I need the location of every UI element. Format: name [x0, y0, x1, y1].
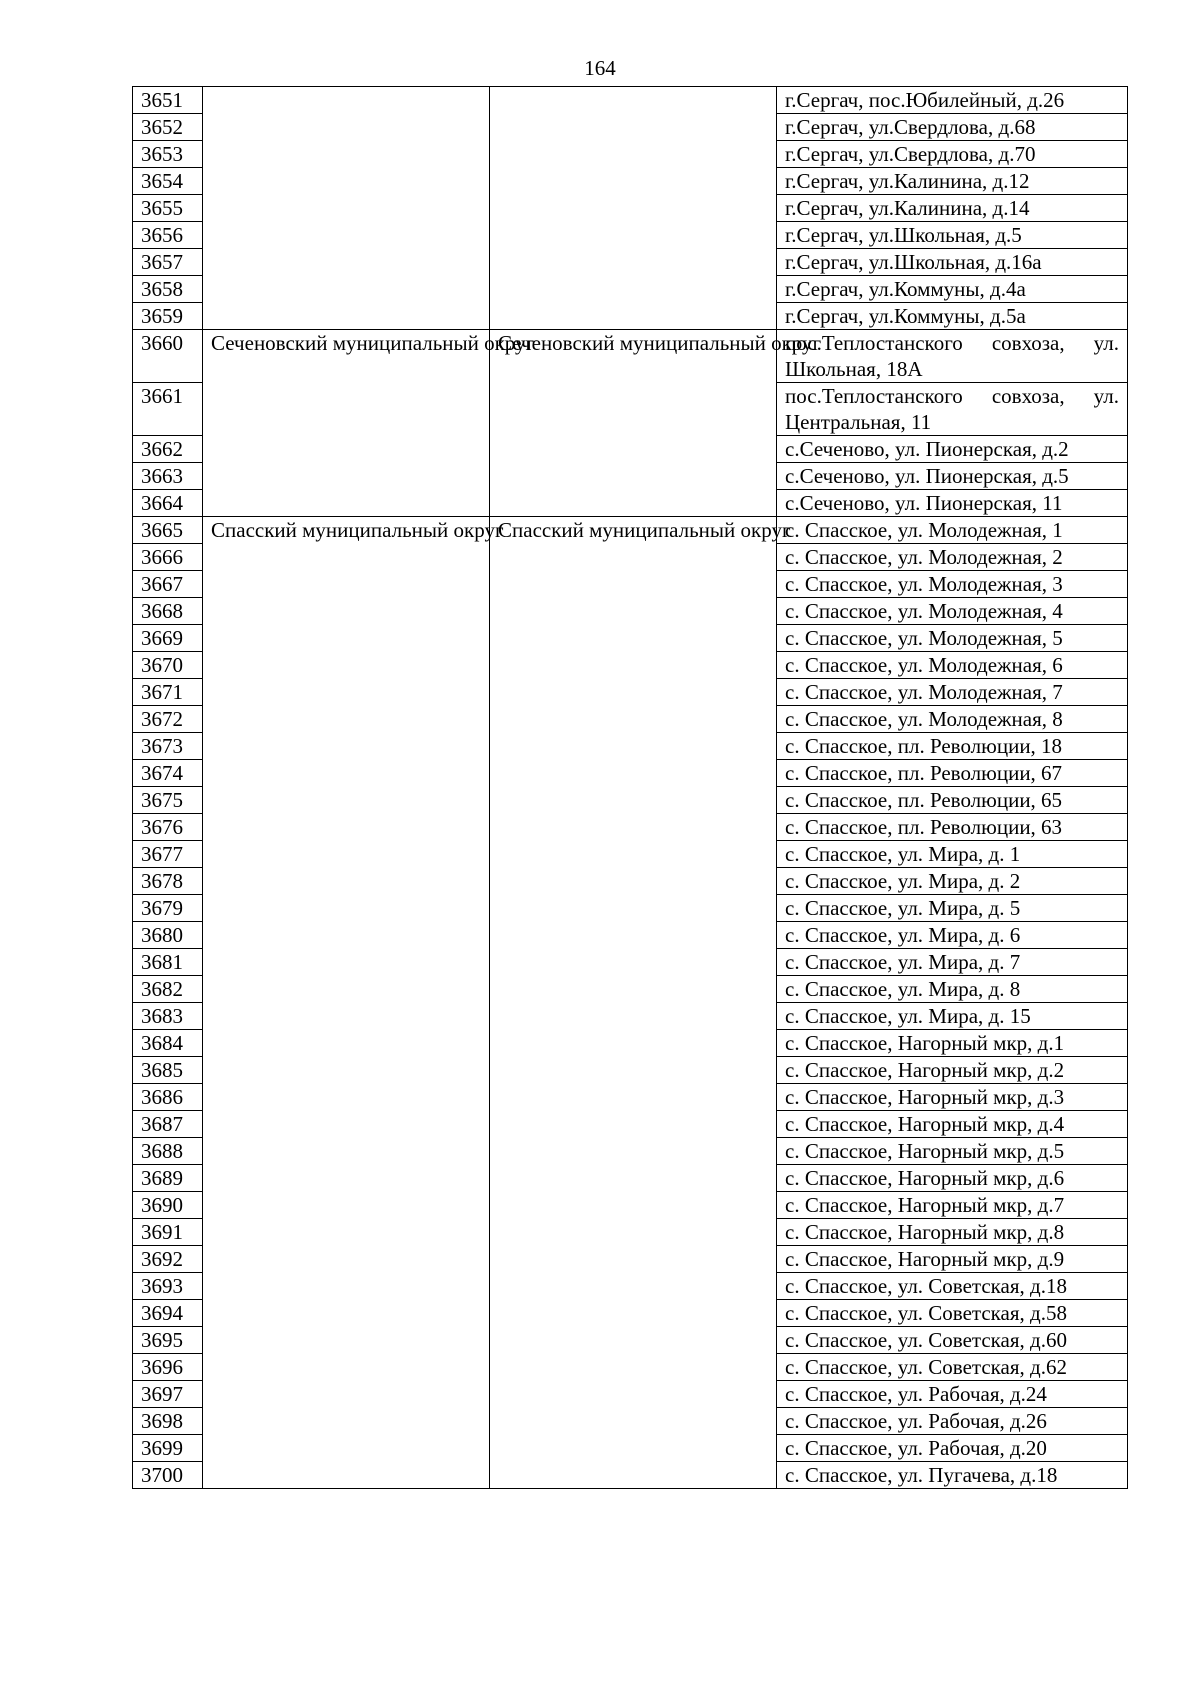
- station-number-cell: 3678: [133, 868, 203, 895]
- address-cell: с. Спасское, ул. Рабочая, д.26: [777, 1408, 1128, 1435]
- address-cell: г.Сергач, ул.Свердлова, д.68: [777, 114, 1128, 141]
- station-number-cell: 3676: [133, 814, 203, 841]
- station-number-cell: 3673: [133, 733, 203, 760]
- address-cell: пос.Теплостанского совхоза, ул. Школьная, 18А: [777, 330, 1128, 383]
- station-number-cell: 3663: [133, 463, 203, 490]
- station-number-cell: 3654: [133, 168, 203, 195]
- commission-cell: Спасский муниципальный округ: [490, 517, 777, 1489]
- address-cell: г.Сергач, ул.Школьная, д.5: [777, 222, 1128, 249]
- station-number-cell: 3664: [133, 490, 203, 517]
- table-row: [133, 517, 1128, 544]
- address-cell: с. Спасское, Нагорный мкр, д.5: [777, 1138, 1128, 1165]
- station-number-cell: 3666: [133, 544, 203, 571]
- station-number-cell: 3655: [133, 195, 203, 222]
- address-cell: г.Сергач, ул.Коммуны, д.4а: [777, 276, 1128, 303]
- station-number-cell: 3679: [133, 895, 203, 922]
- address-cell: с. Спасское, ул. Советская, д.58: [777, 1300, 1128, 1327]
- station-number-cell: 3681: [133, 949, 203, 976]
- address-cell: с. Спасское, ул. Молодежная, 1: [777, 517, 1128, 544]
- address-cell: с.Сеченово, ул. Пионерская, 11: [777, 490, 1128, 517]
- address-cell: с.Сеченово, ул. Пионерская, д.5: [777, 463, 1128, 490]
- address-cell: с. Спасское, пл. Революции, 63: [777, 814, 1128, 841]
- station-number-cell: 3652: [133, 114, 203, 141]
- station-number-cell: 3683: [133, 1003, 203, 1030]
- station-number-cell: 3688: [133, 1138, 203, 1165]
- station-number-cell: 3699: [133, 1435, 203, 1462]
- address-cell: с. Спасское, Нагорный мкр, д.7: [777, 1192, 1128, 1219]
- address-cell: с. Спасское, пл. Революции, 67: [777, 760, 1128, 787]
- address-cell: с. Спасское, ул. Рабочая, д.20: [777, 1435, 1128, 1462]
- district-cell: Сеченовский муниципальный округ: [203, 330, 490, 517]
- station-number-cell: 3670: [133, 652, 203, 679]
- station-number-cell: 3662: [133, 436, 203, 463]
- address-cell: с. Спасское, ул. Мира, д. 2: [777, 868, 1128, 895]
- address-cell: с. Спасское, Нагорный мкр, д.2: [777, 1057, 1128, 1084]
- station-number-cell: 3658: [133, 276, 203, 303]
- table-body: [133, 87, 1128, 1489]
- address-cell: с. Спасское, ул. Мира, д. 1: [777, 841, 1128, 868]
- address-cell: г.Сергач, ул.Калинина, д.14: [777, 195, 1128, 222]
- station-number-cell: 3671: [133, 679, 203, 706]
- address-cell: с. Спасское, ул. Молодежная, 5: [777, 625, 1128, 652]
- station-number-cell: 3684: [133, 1030, 203, 1057]
- station-number-cell: 3651: [133, 87, 203, 114]
- station-number-cell: 3669: [133, 625, 203, 652]
- table-row: [133, 330, 1128, 383]
- station-number-cell: 3680: [133, 922, 203, 949]
- address-cell: с.Сеченово, ул. Пионерская, д.2: [777, 436, 1128, 463]
- polling-stations-table: [132, 86, 1128, 1489]
- station-number-cell: 3665: [133, 517, 203, 544]
- address-cell: г.Сергач, пос.Юбилейный, д.26: [777, 87, 1128, 114]
- station-number-cell: 3659: [133, 303, 203, 330]
- address-cell: с. Спасское, ул. Молодежная, 3: [777, 571, 1128, 598]
- address-cell: с. Спасское, ул. Молодежная, 7: [777, 679, 1128, 706]
- station-number-cell: 3674: [133, 760, 203, 787]
- station-number-cell: 3677: [133, 841, 203, 868]
- address-cell: г.Сергач, ул.Школьная, д.16а: [777, 249, 1128, 276]
- address-cell: с. Спасское, ул. Советская, д.18: [777, 1273, 1128, 1300]
- address-cell: пос.Теплостанского совхоза, ул. Центральная, 11: [777, 383, 1128, 436]
- station-number-cell: 3696: [133, 1354, 203, 1381]
- address-cell: с. Спасское, ул. Молодежная, 6: [777, 652, 1128, 679]
- station-number-cell: 3687: [133, 1111, 203, 1138]
- address-cell: с. Спасское, ул. Мира, д. 15: [777, 1003, 1128, 1030]
- station-number-cell: 3690: [133, 1192, 203, 1219]
- station-number-cell: 3667: [133, 571, 203, 598]
- commission-cell: Сеченовский муниципальный округ: [490, 330, 777, 517]
- station-number-cell: 3675: [133, 787, 203, 814]
- station-number-cell: 3689: [133, 1165, 203, 1192]
- station-number-cell: 3691: [133, 1219, 203, 1246]
- station-number-cell: 3695: [133, 1327, 203, 1354]
- address-cell: с. Спасское, Нагорный мкр, д.9: [777, 1246, 1128, 1273]
- address-cell: с. Спасское, ул. Советская, д.62: [777, 1354, 1128, 1381]
- station-number-cell: 3694: [133, 1300, 203, 1327]
- station-number-cell: 3661: [133, 383, 203, 436]
- address-cell: г.Сергач, ул.Коммуны, д.5а: [777, 303, 1128, 330]
- address-cell: с. Спасское, ул. Мира, д. 6: [777, 922, 1128, 949]
- address-cell: с. Спасское, ул. Пугачева, д.18: [777, 1462, 1128, 1489]
- station-number-cell: 3692: [133, 1246, 203, 1273]
- station-number-cell: 3657: [133, 249, 203, 276]
- address-cell: с. Спасское, ул. Молодежная, 2: [777, 544, 1128, 571]
- address-cell: с. Спасское, ул. Молодежная, 4: [777, 598, 1128, 625]
- commission-cell: [490, 87, 777, 330]
- station-number-cell: 3700: [133, 1462, 203, 1489]
- address-cell: с. Спасское, ул. Рабочая, д.24: [777, 1381, 1128, 1408]
- station-number-cell: 3656: [133, 222, 203, 249]
- address-cell: г.Сергач, ул.Свердлова, д.70: [777, 141, 1128, 168]
- address-cell: с. Спасское, ул. Молодежная, 8: [777, 706, 1128, 733]
- address-cell: с. Спасское, Нагорный мкр, д.3: [777, 1084, 1128, 1111]
- district-cell: Спасский муниципальный округ: [203, 517, 490, 1489]
- address-cell: с. Спасское, Нагорный мкр, д.1: [777, 1030, 1128, 1057]
- station-number-cell: 3697: [133, 1381, 203, 1408]
- station-number-cell: 3698: [133, 1408, 203, 1435]
- station-number-cell: 3653: [133, 141, 203, 168]
- station-number-cell: 3672: [133, 706, 203, 733]
- address-cell: с. Спасское, пл. Революции, 18: [777, 733, 1128, 760]
- district-cell: [203, 87, 490, 330]
- station-number-cell: 3660: [133, 330, 203, 383]
- station-number-cell: 3693: [133, 1273, 203, 1300]
- station-number-cell: 3682: [133, 976, 203, 1003]
- station-number-cell: 3685: [133, 1057, 203, 1084]
- address-cell: г.Сергач, ул.Калинина, д.12: [777, 168, 1128, 195]
- address-cell: с. Спасское, Нагорный мкр, д.8: [777, 1219, 1128, 1246]
- table-row: [133, 87, 1128, 114]
- page-number: 164: [584, 56, 616, 80]
- address-cell: с. Спасское, ул. Советская, д.60: [777, 1327, 1128, 1354]
- address-cell: с. Спасское, ул. Мира, д. 7: [777, 949, 1128, 976]
- address-cell: с. Спасское, ул. Мира, д. 8: [777, 976, 1128, 1003]
- station-number-cell: 3686: [133, 1084, 203, 1111]
- address-cell: с. Спасское, пл. Революции, 65: [777, 787, 1128, 814]
- address-cell: с. Спасское, Нагорный мкр, д.4: [777, 1111, 1128, 1138]
- address-cell: с. Спасское, Нагорный мкр, д.6: [777, 1165, 1128, 1192]
- address-cell: с. Спасское, ул. Мира, д. 5: [777, 895, 1128, 922]
- station-number-cell: 3668: [133, 598, 203, 625]
